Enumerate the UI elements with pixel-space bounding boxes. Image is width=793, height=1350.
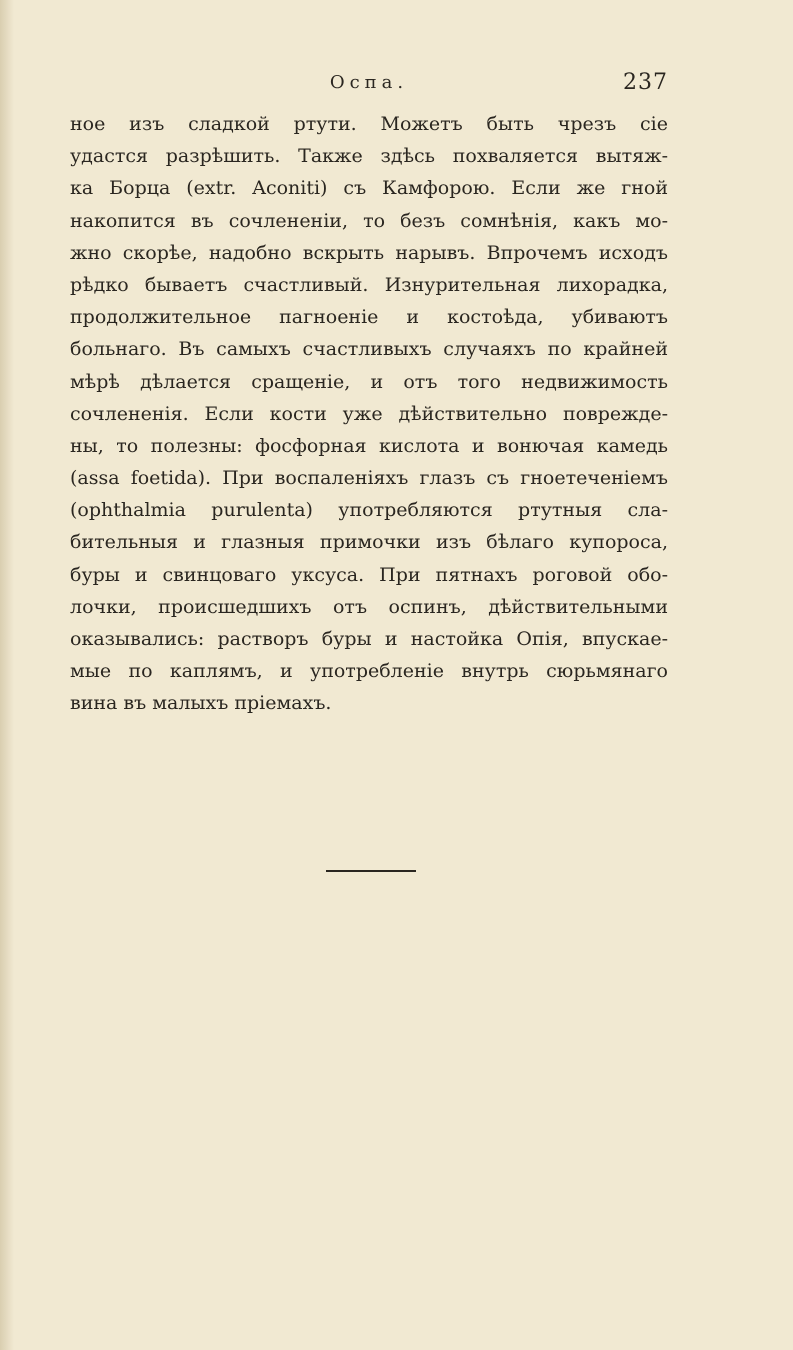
body-text: [70, 108, 668, 720]
text-line: бительныя и глазныя примочки изъ бѣлаго купороса,: [70, 531, 668, 554]
text-line: лочки, происшедшихъ отъ оспинъ, дѣйствительными: [70, 595, 668, 618]
text-line: ны, то полезны: фосфорная кислота и вонючая камедь: [70, 434, 668, 457]
text-line: мѣрѣ дѣлается сращеніе, и отъ того недвижимость: [70, 370, 668, 393]
text-line: жно скорѣе, надобно вскрыть нарывъ. Впрочемъ исходъ: [70, 241, 668, 264]
text-line: буры и свинцоваго уксуса. При пятнахъ роговой обо-: [70, 563, 668, 586]
running-head-title: Оспа.: [329, 72, 409, 93]
running-head: [70, 72, 668, 102]
text-line: ное изъ сладкой ртути. Можетъ быть чрезъ сіе: [70, 113, 668, 135]
page-number: 237: [623, 70, 668, 95]
text-line: продолжительное пагноеніе и костоѣда, убиваютъ: [70, 306, 668, 329]
text-line: вина въ малыхъ пріемахъ.: [70, 692, 332, 715]
text-line: сочлененія. Если кости уже дѣйствительно повреждe-: [70, 402, 668, 425]
section-separator-rule: [326, 870, 416, 872]
text-line: (ophthalmia purulenta) употребляются ртутныя сла-: [70, 499, 668, 522]
text-line: удастся разрѣшить. Также здѣсь похваляется вытяж-: [70, 145, 668, 168]
text-line: мые по каплямъ, и употребленіе внутрь сюрьмянаго: [70, 660, 668, 683]
text-line: больнаго. Въ самыхъ счастливыхъ случаяхъ по крайней: [70, 338, 668, 361]
page-edge-shadow: [0, 0, 14, 1350]
text-line: ка Борца (extr. Aconiti) съ Камфорою. Если же гной: [70, 177, 668, 200]
text-line: рѣдко бываетъ счастливый. Изнурительная лихорадка,: [70, 273, 668, 296]
text-line: (assa foetida). При воспаленіяхъ глазъ съ гноетеченіемъ: [70, 467, 668, 490]
text-line: оказывались: растворъ буры и настойка Опія, впускае-: [70, 628, 668, 650]
text-line: накопится въ сочлененіи, то безъ сомнѣнія, какъ мо-: [70, 209, 668, 232]
